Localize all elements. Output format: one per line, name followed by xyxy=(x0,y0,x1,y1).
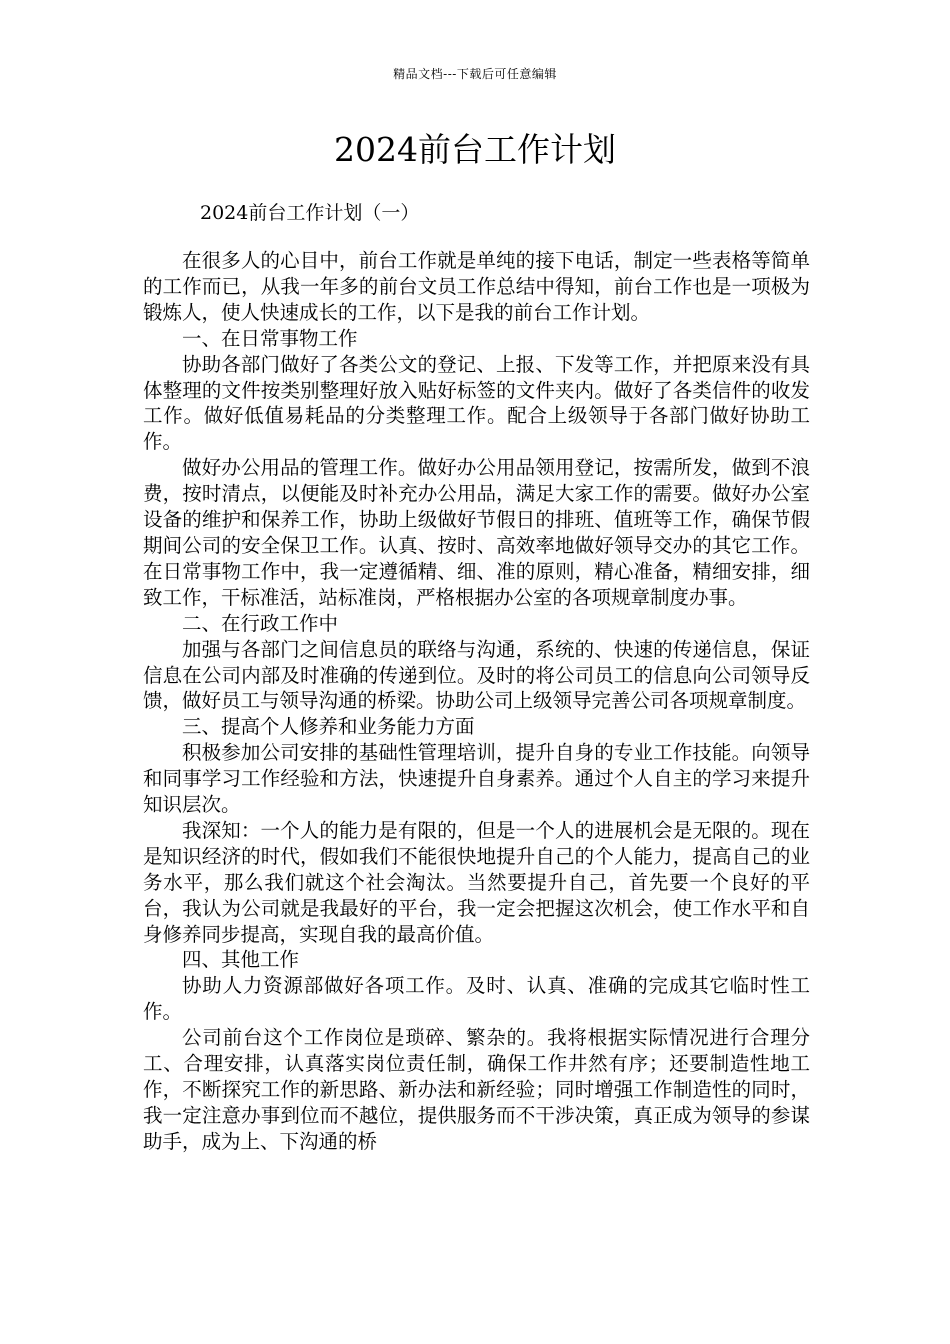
section-heading: 一、在日常事物工作 xyxy=(182,326,358,350)
section-paragraph: 协助人力资源部做好各项工作。及时、认真、准确的完成其它临时性工作。 xyxy=(143,974,810,1024)
section-heading: 四、其他工作 xyxy=(182,948,300,972)
intro-paragraph: 在很多人的心目中，前台工作就是单纯的接下电话，制定一些表格等简单的工作而已，从我一年多的前台文员工作总结中得知，前台工作也是一项极为锻炼人，使人快速成长的工作，以下是我的前台工作计划。 xyxy=(143,249,810,324)
page-header: 精品文档---下载后可任意编辑 xyxy=(393,67,557,81)
section-paragraph: 公司前台这个工作岗位是琐碎、繁杂的。我将根据实际情况进行合理分工、合理安排，认真落实岗位责任制，确保工作井然有序；还要制造性地工作，不断探究工作的新思路、新办法和新经验；同时增强工作制造性的同时，我一定注意办事到位而不越位，提供服务而不干涉决策，真正成为领导的参谋助手，成为上、下沟通的桥 xyxy=(143,1026,810,1153)
document-title: 2024前台工作计划 xyxy=(334,130,616,169)
section-paragraph: 积极参加公司安排的基础性管理培训，提升自身的专业工作技能。向领导和同事学习工作经验和方法，快速提升自身素养。通过个人自主的学习来提升知识层次。 xyxy=(143,741,810,817)
section-paragraph: 加强与各部门之间信息员的联络与沟通，系统的、快速的传递信息，保证信息在公司内部及时准确的传递到位。及时的将公司员工的信息向公司领导反馈，做好员工与领导沟通的桥梁。协助公司上级领导完善公司各项规章制度。 xyxy=(143,637,810,713)
section-paragraph: 协助各部门做好了各类公文的登记、上报、下发等工作，并把原来没有具体整理的文件按类别整理好放入贴好标签的文件夹内。做好了各类信件的收发工作。做好低值易耗品的分类整理工作。配合上级领导于各部门做好协助工作。 xyxy=(143,352,810,454)
section-paragraph: 我深知：一个人的能力是有限的，但是一个人的进展机会是无限的。现在是知识经济的时代，假如我们不能很快地提升自己的个人能力，提高自己的业务水平，那么我们就这个社会淘汰。当然要提升自己，首先要一个良好的平台，我认为公司就是我最好的平台，我一定会把握这次机会，使工作水平和自身修养同步提高，实现自我的最高价值。 xyxy=(143,818,810,946)
document-subtitle: 2024前台工作计划（一） xyxy=(200,202,420,224)
document-body xyxy=(143,248,810,1155)
section-heading: 二、在行政工作中 xyxy=(182,611,339,635)
section-heading: 三、提高个人修养和业务能力方面 xyxy=(182,715,475,739)
section-paragraph: 做好办公用品的管理工作。做好办公用品领用登记，按需所发，做到不浪费，按时清点，以便能及时补充办公用品，满足大家工作的需要。做好办公室设备的维护和保养工作，协助上级做好节假日的排班、值班等工作，确保节假期间公司的安全保卫工作。认真、按时、高效率地做好领导交办的其它工作。在日常事物工作中，我一定遵循精、细、准的原则，精心准备，精细安排，细致工作，干标准活，站标准岗，严格根据办公室的各项规章制度办事。 xyxy=(143,456,810,609)
